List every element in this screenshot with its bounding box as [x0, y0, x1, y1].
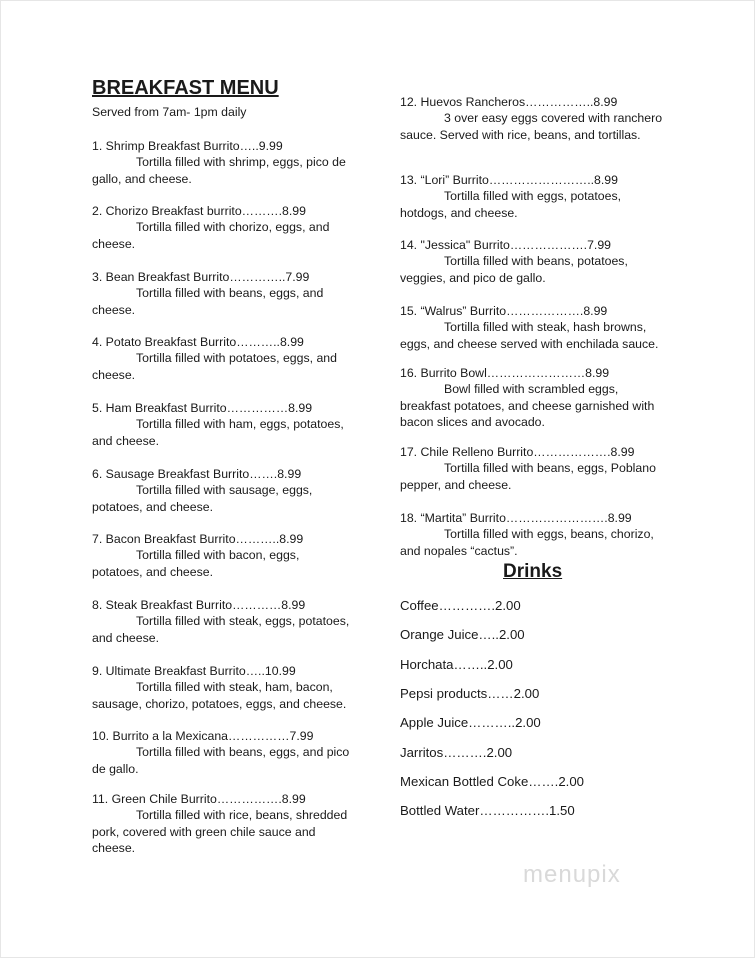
serving-hours: Served from 7am- 1pm daily	[92, 105, 247, 119]
menu-item-description: Tortilla filled with bacon, eggs,	[136, 548, 300, 563]
menu-item-description: cheese.	[92, 841, 136, 856]
menu-item-description: de gallo.	[92, 761, 139, 776]
menu-item-name-price: 13. “Lori” Burrito……………………..8.99	[400, 173, 618, 187]
menu-item	[400, 237, 628, 286]
menu-item	[92, 728, 349, 777]
menu-item-description: sausage, chorizo, potatoes, eggs, and cheese.	[92, 696, 347, 711]
menu-item-description: Tortilla filled with beans, potatoes,	[444, 254, 628, 269]
menu-item-name-price: 6. Sausage Breakfast Burrito…….8.99	[92, 467, 302, 481]
menu-item-description: Tortilla filled with ham, eggs, potatoes,	[136, 417, 344, 432]
menu-item	[92, 791, 347, 857]
menu-item	[400, 510, 654, 559]
menu-title: BREAKFAST MENU	[92, 77, 279, 99]
menu-item-name-price: 11. Green Chile Burrito…………….8.99	[92, 792, 306, 806]
menu-item-description: veggies, and pico de gallo.	[400, 270, 546, 285]
drink-item: Bottled Water…………….1.50	[400, 803, 575, 819]
menu-item-name-price: 16. Burrito Bowl……………………8.99	[400, 366, 610, 380]
menu-item	[92, 138, 346, 187]
menu-item-name-price: 14. "Jessica" Burrito……………….7.99	[400, 238, 612, 252]
menu-item-name-price: 9. Ultimate Breakfast Burrito…..10.99	[92, 664, 296, 678]
menu-item-description: Tortilla filled with eggs, beans, chorizo,	[444, 527, 654, 542]
menu-item	[92, 203, 329, 252]
menu-item-description: and cheese.	[92, 433, 160, 448]
menu-item-name-price: 8. Steak Breakfast Burrito…………8.99	[92, 598, 306, 612]
drinks-heading: Drinks	[503, 561, 563, 582]
menu-item-description: bacon slices and avocado.	[400, 415, 545, 430]
menu-item	[400, 303, 658, 352]
menu-item-description: Tortilla filled with rice, beans, shredded	[136, 808, 348, 823]
menu-item-description: and cheese.	[92, 630, 160, 645]
menu-item-description: breakfast potatoes, and cheese garnished with	[400, 398, 655, 413]
menu-item-name-price: 7. Bacon Breakfast Burrito………..8.99	[92, 532, 304, 546]
menu-item	[92, 466, 312, 515]
menu-item-description: eggs, and cheese served with enchilada sauce.	[400, 336, 659, 351]
menu-item-name-price: 17. Chile Relleno Burrito……………….8.99	[400, 445, 635, 459]
menu-item-description: sauce. Served with rice, beans, and tortillas.	[400, 127, 641, 142]
menu-item	[92, 597, 349, 646]
menu-item-name-price: 10. Burrito a la Mexicana……………7.99	[92, 729, 314, 743]
menu-item	[400, 172, 621, 221]
drink-item: Coffee………….2.00	[400, 598, 521, 613]
drink-item: Horchata……..2.00	[400, 656, 513, 672]
menu-item-description: Tortilla filled with steak, eggs, potatoes,	[136, 614, 350, 629]
menu-item-description: Tortilla filled with eggs, potatoes,	[444, 189, 622, 204]
menu-item-description: and nopales “cactus”.	[400, 543, 518, 558]
drink-item: Apple Juice………..2.00	[400, 715, 541, 731]
drink-item: Jarritos……….2.00	[400, 744, 513, 760]
menu-item-description: potatoes, and cheese.	[92, 564, 214, 579]
menu-item-description: hotdogs, and cheese.	[400, 205, 518, 220]
menu-item	[92, 334, 337, 383]
menu-item-description: 3 over easy eggs covered with ranchero	[444, 111, 663, 126]
menu-item-description: Bowl filled with scrambled eggs,	[444, 382, 619, 397]
menu-item-description: Tortilla filled with beans, eggs, Poblano	[444, 461, 656, 476]
menu-item-description: gallo, and cheese.	[92, 171, 192, 186]
menu-item	[92, 269, 323, 318]
menu-item-description: potatoes, and cheese.	[92, 499, 214, 514]
menu-item-description: Tortilla filled with beans, eggs, and pico	[136, 745, 350, 760]
menu-item-name-price: 3. Bean Breakfast Burrito…………..7.99	[92, 270, 310, 284]
menu-item	[92, 400, 344, 449]
menu-item-description: Tortilla filled with steak, ham, bacon,	[136, 680, 333, 695]
drink-item: Mexican Bottled Coke…….2.00	[400, 773, 584, 789]
menu-item-description: Tortilla filled with steak, hash browns,	[444, 320, 647, 335]
menu-item	[92, 663, 346, 712]
menu-item-name-price: 15. “Walrus” Burrito……………….8.99	[400, 304, 608, 318]
drink-item: Pepsi products……2.00	[400, 685, 540, 701]
menu-item-description: Tortilla filled with potatoes, eggs, and	[136, 351, 337, 366]
menu-item	[400, 94, 662, 143]
menu-item-description: pepper, and cheese.	[400, 477, 512, 492]
menu-item-description: pork, covered with green chile sauce and	[92, 824, 316, 839]
menu-item-description: Tortilla filled with sausage, eggs,	[136, 483, 313, 498]
menu-item-description: Tortilla filled with shrimp, eggs, pico de	[136, 155, 346, 170]
menu-item	[400, 365, 654, 431]
drink-item: Orange Juice…..2.00	[400, 627, 525, 643]
menu-item-name-price: 18. “Martita” Burrito…………………….8.99	[400, 511, 632, 525]
menu-item-name-price: 12. Huevos Rancheros……………..8.99	[400, 95, 618, 109]
menu-item-name-price: 1. Shrimp Breakfast Burrito…..9.99	[92, 139, 283, 153]
menu-item-description: Tortilla filled with chorizo, eggs, and	[136, 220, 330, 235]
menu-item	[400, 444, 656, 493]
menu-item-description: cheese.	[92, 367, 136, 382]
menu-item	[92, 531, 303, 580]
menu-item-name-price: 2. Chorizo Breakfast burrito……….8.99	[92, 204, 306, 218]
watermark-logo: menupix	[523, 861, 621, 888]
menu-item-description: cheese.	[92, 236, 136, 251]
menu-item-name-price: 5. Ham Breakfast Burrito……………8.99	[92, 401, 313, 415]
menu-item-description: cheese.	[92, 302, 136, 317]
menu-item-description: Tortilla filled with beans, eggs, and	[136, 286, 324, 301]
menu-item-name-price: 4. Potato Breakfast Burrito………..8.99	[92, 335, 304, 349]
